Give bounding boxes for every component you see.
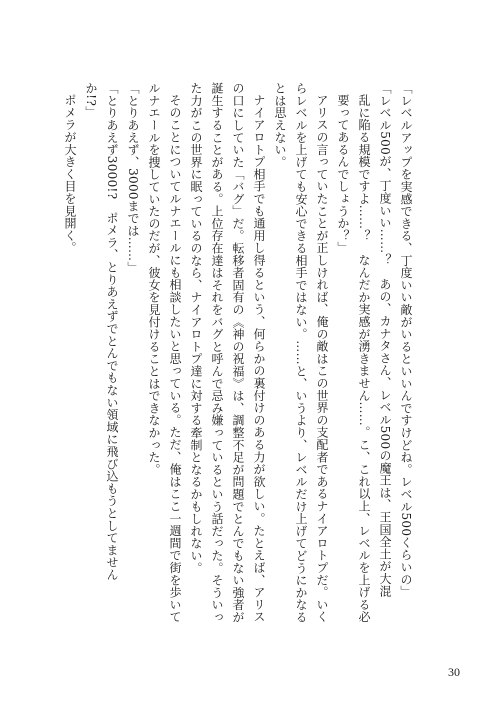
text-line: 「とりあえず3000!? ポメラ、とりあえずでとんでもない領域に飛び込もうとしてません xyxy=(105,82,119,581)
text-line: 乱に陥る規模ですよ……？ なんだか実感が湧きません……。こ、これ以上、レベルを上げる必 xyxy=(357,94,371,623)
text-line: 要ってあるんでしょうか？」 xyxy=(336,94,350,254)
text-line: 「レベルアップを実感できる、丁度いい敵がいるといいんですけどね。レベル500くらいの」 xyxy=(399,82,413,598)
text-line: か!?」 xyxy=(84,82,98,119)
text-line: た力がこの世界に眠っているのなら、ナイアロトプ達に対する牽制となるかもしれない。 xyxy=(189,82,203,574)
text-line: ナイアロトプ相手でも通用し得るという、何らかの裏付けのある力が欲しい。たとえば、アリス xyxy=(252,94,266,623)
text-line: そのことについてルナエールにも相談したいと思っている。ただ、俺はここ一週間で街を歩いて xyxy=(168,94,182,623)
page-number: 30 xyxy=(448,665,460,679)
text-line: 「とりあえず、3000までは……」 xyxy=(126,82,140,274)
text-line: 誕生することがある。上位存在達はそれをバグと呼んで忌み嫌っているという話だった。そういっ xyxy=(210,82,224,624)
text-line: 「レベル500が、丁度いい……？ あの、カナタさん、レベル500の魔王は、王国全土が大混 xyxy=(378,82,392,598)
vertical-text-block xyxy=(63,82,416,627)
text-line: ポメラが大きく目を見開く。 xyxy=(63,94,77,254)
text-line: とは思えない。 xyxy=(273,82,287,169)
text-line: アリスの言っていたことが正しければ、俺の敵はこの世界の支配者であるナイアロトプだ。いく xyxy=(315,94,329,623)
text-line: ルナエールを捜していたのだが、彼女を見付けることはできなかった。 xyxy=(147,82,161,476)
text-line: らレベルを上げても安心できる相手ではない。……と、いうより、レベルだけ上げてどうにかなる xyxy=(294,82,308,624)
text-line: の口にしていた「バグ」だ。転移者固有の《神の祝福》は、調整不足が問題でとんでもない強者が xyxy=(231,82,245,624)
